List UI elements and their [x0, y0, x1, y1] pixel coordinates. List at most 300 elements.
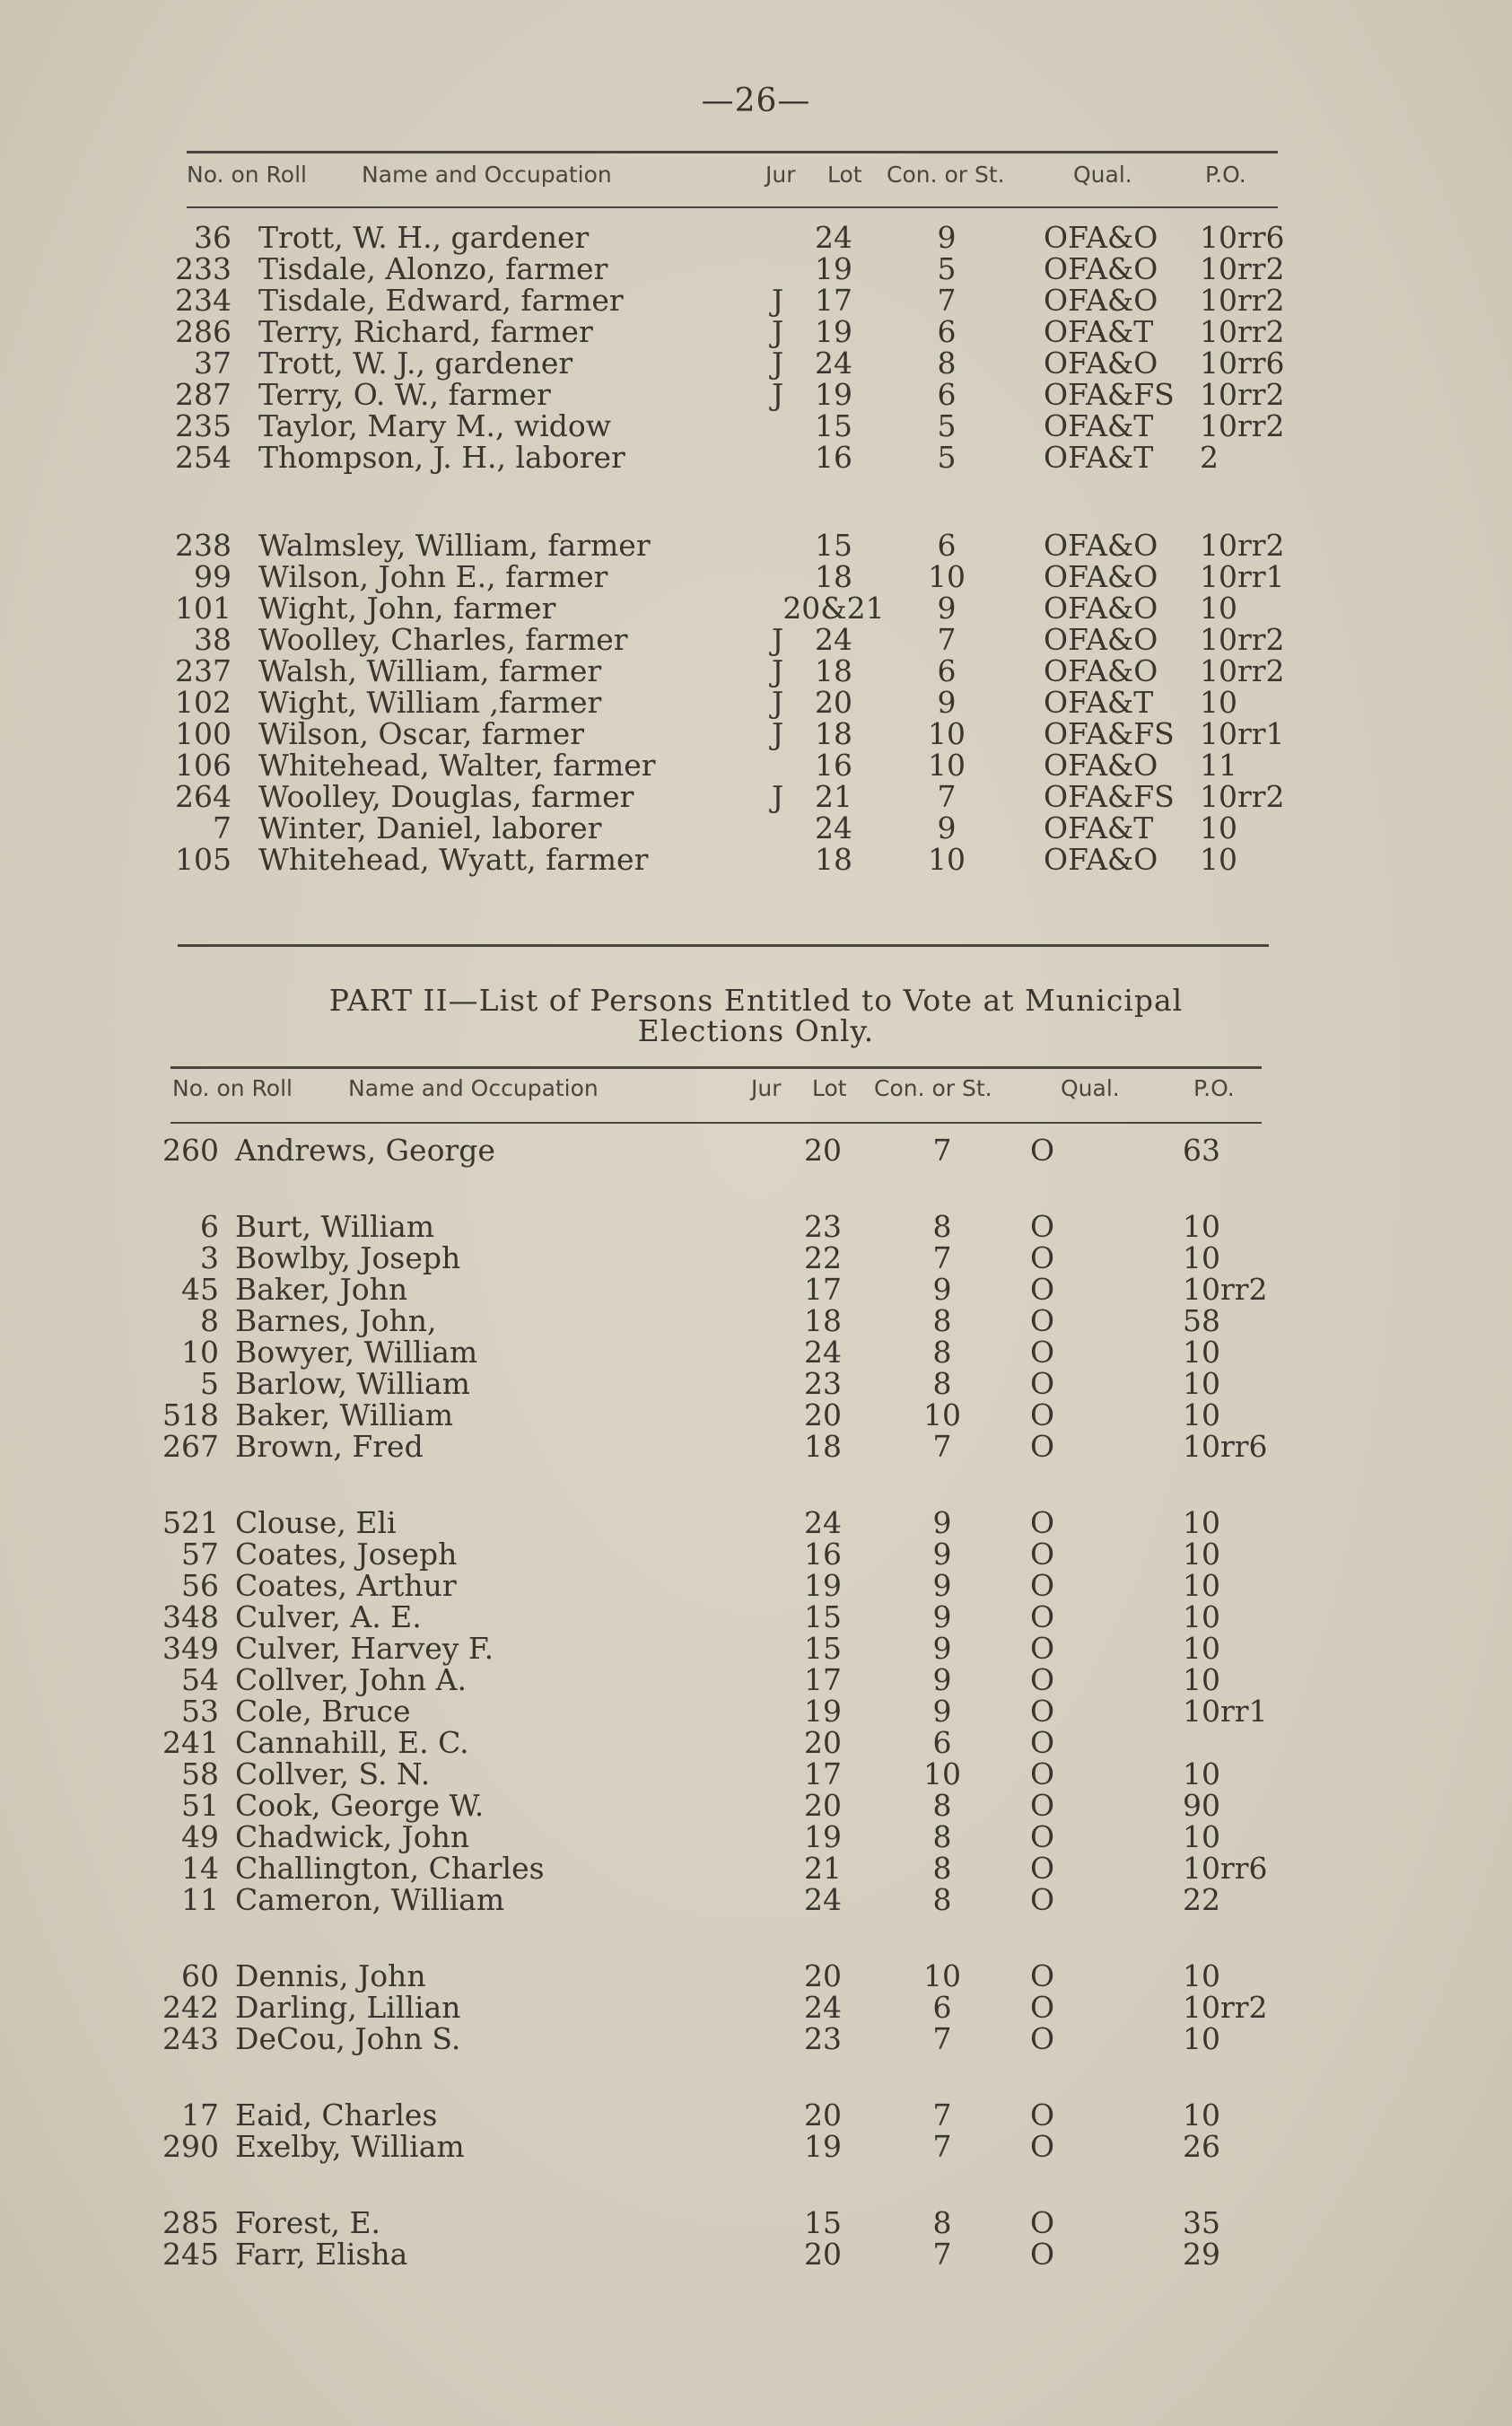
name-occupation: Tisdale, Edward, farmer: [258, 283, 624, 318]
post-office: 10rr2: [1200, 528, 1285, 563]
part2-title-line1: PART II—List of Persons Entitled to Vote at Municipal: [328, 983, 1184, 1018]
table-row: [0, 1538, 1512, 1570]
lot: 24: [804, 1335, 842, 1370]
lot: 16: [815, 748, 852, 783]
lot: 15: [804, 1631, 842, 1666]
table-row: [0, 379, 1512, 410]
table-row: [0, 1852, 1512, 1884]
roll-number: 54: [181, 1662, 219, 1697]
qualification: O: [1030, 1133, 1055, 1168]
name-occupation: Bowyer, William: [235, 1335, 478, 1370]
qualification: O: [1030, 1851, 1055, 1886]
qualification: OFA&O: [1044, 653, 1158, 688]
part2-header-con-or-st: Con. or St.: [874, 1075, 992, 1101]
name-occupation: Wilson, John E., farmer: [258, 559, 608, 594]
table-row: [0, 1758, 1512, 1790]
concession: 6: [937, 314, 957, 349]
qualification: O: [1030, 1990, 1055, 2025]
lot: 24: [804, 1882, 842, 1917]
roll-number: 3: [200, 1240, 219, 1275]
post-office: 10: [1200, 810, 1237, 845]
table-row: [0, 442, 1512, 473]
header-po: P.O.: [1205, 162, 1246, 188]
jur-mark: J: [772, 346, 784, 381]
concession: 6: [937, 377, 957, 412]
table-row: [0, 718, 1512, 749]
lot: 15: [815, 528, 852, 563]
qualification: OFA&T: [1044, 685, 1154, 720]
lot: 23: [804, 1366, 842, 1401]
name-occupation: Chadwick, John: [235, 1819, 470, 1854]
qualification: OFA&O: [1044, 559, 1158, 594]
qualification: O: [1030, 1568, 1055, 1603]
concession: 9: [932, 1631, 952, 1666]
qualification: O: [1030, 1366, 1055, 1401]
qualification: OFA&O: [1044, 251, 1158, 286]
qualification: OFA&T: [1044, 810, 1154, 845]
name-occupation: Walmsley, William, farmer: [258, 528, 651, 563]
part2-title-line2: Elections Only.: [637, 1013, 875, 1048]
name-occupation: Baker, John: [235, 1272, 408, 1307]
roll-number: 349: [162, 1631, 219, 1666]
qualification: O: [1030, 1788, 1055, 1823]
concession: 10: [923, 1958, 961, 1993]
table-row: [0, 2131, 1512, 2162]
name-occupation: Challington, Charles: [235, 1851, 545, 1886]
post-office: 10: [1183, 1209, 1220, 1244]
qualification: O: [1030, 1958, 1055, 1993]
qualification: O: [1030, 1240, 1055, 1275]
table-row: [0, 1790, 1512, 1821]
name-occupation: Thompson, J. H., laborer: [258, 440, 625, 475]
lot: 19: [815, 314, 852, 349]
part2-header-name-occupation: Name and Occupation: [348, 1075, 599, 1101]
roll-number: 106: [175, 748, 232, 783]
table-row: [0, 1368, 1512, 1399]
lot: 24: [815, 622, 852, 657]
table-row: [0, 1992, 1512, 2023]
post-office: 10rr6: [1200, 346, 1285, 381]
table-row: [0, 1336, 1512, 1368]
lot: 20&21: [782, 591, 885, 626]
roll-number: 267: [162, 1429, 219, 1464]
concession: 10: [923, 1756, 961, 1791]
concession: 6: [937, 528, 957, 563]
part2-header-po: P.O.: [1193, 1075, 1235, 1101]
name-occupation: Terry, Richard, farmer: [258, 314, 593, 349]
concession: 5: [937, 440, 957, 475]
roll-number: 57: [181, 1537, 219, 1572]
lot: 19: [804, 1819, 842, 1854]
roll-number: 10: [181, 1335, 219, 1370]
table-row: [0, 624, 1512, 655]
concession: 9: [932, 1694, 952, 1729]
post-office: 10: [1183, 1662, 1220, 1697]
name-occupation: Burt, William: [235, 1209, 435, 1244]
name-occupation: Bowlby, Joseph: [235, 1240, 461, 1275]
qualification: O: [1030, 1505, 1055, 1540]
name-occupation: Eaid, Charles: [235, 2098, 438, 2133]
name-occupation: Cook, George W.: [235, 1788, 485, 1823]
lot: 24: [815, 810, 852, 845]
qualification: OFA&FS: [1044, 779, 1175, 814]
name-occupation: Whitehead, Wyatt, farmer: [258, 842, 649, 877]
name-occupation: Coates, Joseph: [235, 1537, 458, 1572]
concession: 7: [937, 779, 957, 814]
concession: 8: [932, 1851, 952, 1886]
post-office: 10: [1183, 2021, 1220, 2056]
qualification: OFA&FS: [1044, 377, 1175, 412]
post-office: 10rr1: [1183, 1694, 1268, 1729]
lot: 22: [804, 1240, 842, 1275]
part2-header-jur: Jur: [751, 1075, 782, 1101]
jur-mark: J: [772, 377, 784, 412]
part2-header-bottom-rule: [170, 1122, 1262, 1124]
post-office: 10rr2: [1183, 1272, 1268, 1307]
table-row: [0, 1601, 1512, 1633]
post-office: 10rr2: [1183, 1990, 1268, 2025]
header-jur: Jur: [765, 162, 796, 188]
post-office: 58: [1183, 1303, 1220, 1338]
lot: 18: [815, 653, 852, 688]
lot: 15: [804, 1599, 842, 1634]
roll-number: 238: [175, 528, 232, 563]
qualification: O: [1030, 2205, 1055, 2240]
lot: 19: [804, 1694, 842, 1729]
table-row: [0, 1211, 1512, 1242]
roll-number: 36: [194, 220, 232, 255]
qualification: O: [1030, 1397, 1055, 1432]
post-office: 10: [1183, 1756, 1220, 1791]
table-row: [0, 1431, 1512, 1462]
table-row: [0, 1399, 1512, 1431]
concession: 9: [932, 1505, 952, 1540]
qualification: OFA&T: [1044, 440, 1154, 475]
lot: 18: [804, 1303, 842, 1338]
roll-number: 105: [175, 842, 232, 877]
qualification: OFA&O: [1044, 220, 1158, 255]
jur-mark: J: [772, 685, 784, 720]
qualification: O: [1030, 1209, 1055, 1244]
table-row: [0, 347, 1512, 379]
concession: 9: [937, 810, 957, 845]
roll-number: 264: [175, 779, 232, 814]
post-office: 10: [1183, 1366, 1220, 1401]
name-occupation: Wight, William ,farmer: [258, 685, 602, 720]
roll-number: 243: [162, 2021, 219, 2056]
header-con-or-st: Con. or St.: [887, 162, 1005, 188]
table-row: [0, 1821, 1512, 1852]
lot: 17: [804, 1662, 842, 1697]
table-row: [0, 1727, 1512, 1758]
concession: 8: [932, 1366, 952, 1401]
header-lot: Lot: [827, 162, 862, 188]
qualification: O: [1030, 1662, 1055, 1697]
table-row: [0, 812, 1512, 844]
lot: 17: [804, 1272, 842, 1307]
post-office: 10: [1200, 685, 1237, 720]
qualification: O: [1030, 1756, 1055, 1791]
roll-number: 53: [181, 1694, 219, 1729]
table-row: [0, 1507, 1512, 1538]
qualification: OFA&T: [1044, 408, 1154, 443]
concession: 8: [932, 1788, 952, 1823]
post-office: 10: [1183, 2098, 1220, 2133]
concession: 9: [932, 1599, 952, 1634]
table-row: [0, 1274, 1512, 1305]
qualification: O: [1030, 1429, 1055, 1464]
lot: 15: [804, 2205, 842, 2240]
header-bottom-rule: [187, 206, 1278, 208]
name-occupation: Dennis, John: [235, 1958, 426, 1993]
concession: 6: [932, 1725, 952, 1760]
concession: 7: [932, 1240, 952, 1275]
lot: 24: [815, 220, 852, 255]
qualification: O: [1030, 1631, 1055, 1666]
name-occupation: Darling, Lillian: [235, 1990, 461, 2025]
post-office: 10: [1183, 1599, 1220, 1634]
qualification: O: [1030, 1819, 1055, 1854]
qualification: O: [1030, 1694, 1055, 1729]
concession: 8: [937, 346, 957, 381]
lot: 20: [804, 1788, 842, 1823]
roll-number: 234: [175, 283, 232, 318]
lot: 18: [815, 842, 852, 877]
name-occupation: Forest, E.: [235, 2205, 381, 2240]
table-row: [0, 410, 1512, 442]
post-office: 10rr2: [1200, 251, 1285, 286]
table-top-rule: [187, 151, 1278, 153]
table-row: [0, 285, 1512, 316]
qualification: OFA&O: [1044, 748, 1158, 783]
roll-number: 99: [194, 559, 232, 594]
table-row: [0, 781, 1512, 812]
name-occupation: Wilson, Oscar, farmer: [258, 716, 585, 751]
lot: 20: [804, 2098, 842, 2133]
section-separator-rule: [178, 944, 1269, 947]
roll-number: 235: [175, 408, 232, 443]
name-occupation: Taylor, Mary M., widow: [258, 408, 611, 443]
post-office: 22: [1183, 1882, 1220, 1917]
name-occupation: Terry, O. W., farmer: [258, 377, 551, 412]
table-row: [0, 1242, 1512, 1274]
roll-number: 100: [175, 716, 232, 751]
lot: 17: [815, 283, 852, 318]
roll-number: 245: [162, 2237, 219, 2272]
roll-number: 254: [175, 440, 232, 475]
lot: 20: [815, 685, 852, 720]
qualification: O: [1030, 1272, 1055, 1307]
qualification: O: [1030, 1882, 1055, 1917]
lot: 20: [804, 1397, 842, 1432]
name-occupation: Cole, Bruce: [235, 1694, 411, 1729]
jur-mark: J: [772, 716, 784, 751]
lot: 18: [804, 1429, 842, 1464]
qualification: OFA&O: [1044, 591, 1158, 626]
roll-number: 101: [175, 591, 232, 626]
post-office: 10: [1183, 1505, 1220, 1540]
header-qual: Qual.: [1073, 162, 1132, 188]
name-occupation: Farr, Elisha: [235, 2237, 408, 2272]
name-occupation: Culver, Harvey F.: [235, 1631, 494, 1666]
qualification: OFA&O: [1044, 842, 1158, 877]
lot: 21: [815, 779, 852, 814]
lot: 16: [804, 1537, 842, 1572]
roll-number: 60: [181, 1958, 219, 1993]
name-occupation: Baker, William: [235, 1397, 454, 1432]
concession: 6: [932, 1990, 952, 2025]
post-office: 10rr2: [1200, 779, 1285, 814]
jur-mark: J: [772, 283, 784, 318]
concession: 7: [932, 1429, 952, 1464]
post-office: 10: [1183, 1537, 1220, 1572]
table-row: [0, 253, 1512, 285]
roll-number: 233: [175, 251, 232, 286]
qualification: O: [1030, 1725, 1055, 1760]
lot: 17: [804, 1756, 842, 1791]
post-office: 10rr6: [1183, 1851, 1268, 1886]
roll-number: 242: [162, 1990, 219, 2025]
table-row: [0, 2099, 1512, 2131]
post-office: 10rr1: [1200, 559, 1285, 594]
table-row: [0, 1695, 1512, 1727]
name-occupation: Brown, Fred: [235, 1429, 424, 1464]
name-occupation: Collver, S. N.: [235, 1756, 431, 1791]
name-occupation: DeCou, John S.: [235, 2021, 461, 2056]
name-occupation: Walsh, William, farmer: [258, 653, 602, 688]
concession: 9: [932, 1568, 952, 1603]
roll-number: 518: [162, 1397, 219, 1432]
roll-number: 6: [200, 1209, 219, 1244]
name-occupation: Cannahill, E. C.: [235, 1725, 469, 1760]
jur-mark: J: [772, 622, 784, 657]
post-office: 10: [1183, 1240, 1220, 1275]
roll-number: 17: [181, 2098, 219, 2133]
name-occupation: Woolley, Charles, farmer: [258, 622, 628, 657]
concession: 10: [928, 748, 966, 783]
concession: 5: [937, 251, 957, 286]
table-row: [0, 1664, 1512, 1695]
post-office: 10rr6: [1183, 1429, 1268, 1464]
lot: 23: [804, 2021, 842, 2056]
jur-mark: J: [772, 779, 784, 814]
name-occupation: Winter, Daniel, laborer: [258, 810, 602, 845]
concession: 7: [932, 1133, 952, 1168]
post-office: 10rr2: [1200, 622, 1285, 657]
qualification: O: [1030, 2098, 1055, 2133]
concession: 8: [932, 1882, 952, 1917]
post-office: 10: [1200, 591, 1237, 626]
concession: 7: [932, 2129, 952, 2164]
post-office: 26: [1183, 2129, 1220, 2164]
concession: 8: [932, 1819, 952, 1854]
post-office: 10: [1200, 842, 1237, 877]
post-office: 10rr2: [1200, 653, 1285, 688]
part2-table-top-rule: [170, 1066, 1262, 1069]
roll-number: 7: [213, 810, 232, 845]
name-occupation: Clouse, Eli: [235, 1505, 397, 1540]
post-office: 10: [1183, 1958, 1220, 1993]
qualification: OFA&FS: [1044, 716, 1175, 751]
lot: 21: [804, 1851, 842, 1886]
jur-mark: J: [772, 653, 784, 688]
post-office: 10rr2: [1200, 408, 1285, 443]
concession: 9: [937, 220, 957, 255]
jur-mark: J: [772, 314, 784, 349]
roll-number: 38: [194, 622, 232, 657]
roll-number: 285: [162, 2205, 219, 2240]
lot: 18: [815, 559, 852, 594]
post-office: 10: [1183, 1335, 1220, 1370]
concession: 7: [937, 283, 957, 318]
roll-number: 237: [175, 653, 232, 688]
name-occupation: Andrews, George: [235, 1133, 495, 1168]
roll-number: 8: [200, 1303, 219, 1338]
lot: 19: [815, 377, 852, 412]
qualification: O: [1030, 2021, 1055, 2056]
table-row: [0, 1305, 1512, 1336]
name-occupation: Wight, John, farmer: [258, 591, 556, 626]
table-row: [0, 530, 1512, 561]
lot: 20: [804, 1725, 842, 1760]
post-office: 63: [1183, 1133, 1220, 1168]
page-number: —26—: [701, 83, 811, 119]
roll-number: 51: [181, 1788, 219, 1823]
roll-number: 45: [181, 1272, 219, 1307]
concession: 10: [928, 842, 966, 877]
concession: 9: [932, 1272, 952, 1307]
concession: 8: [932, 1335, 952, 1370]
concession: 9: [932, 1537, 952, 1572]
roll-number: 102: [175, 685, 232, 720]
table-row: [0, 2023, 1512, 2054]
concession: 7: [932, 2021, 952, 2056]
name-occupation: Culver, A. E.: [235, 1599, 422, 1634]
qualification: O: [1030, 1303, 1055, 1338]
concession: 7: [937, 622, 957, 657]
roll-number: 56: [181, 1568, 219, 1603]
table-row: [0, 1633, 1512, 1664]
name-occupation: Exelby, William: [235, 2129, 465, 2164]
name-occupation: Coates, Arthur: [235, 1568, 457, 1603]
lot: 20: [804, 2237, 842, 2272]
post-office: 2: [1200, 440, 1219, 475]
name-occupation: Woolley, Douglas, farmer: [258, 779, 634, 814]
post-office: 90: [1183, 1788, 1220, 1823]
post-office: 11: [1200, 748, 1237, 783]
header-name-occupation: Name and Occupation: [362, 162, 612, 188]
concession: 9: [937, 591, 957, 626]
name-occupation: Barlow, William: [235, 1366, 470, 1401]
concession: 10: [928, 716, 966, 751]
concession: 9: [932, 1662, 952, 1697]
lot: 20: [804, 1133, 842, 1168]
post-office: 10: [1183, 1819, 1220, 1854]
concession: 8: [932, 1303, 952, 1338]
qualification: O: [1030, 1537, 1055, 1572]
qualification: OFA&T: [1044, 314, 1154, 349]
table-row: [0, 844, 1512, 875]
post-office: 10rr2: [1200, 377, 1285, 412]
concession: 6: [937, 653, 957, 688]
part2-header-lot: Lot: [812, 1075, 847, 1101]
lot: 15: [815, 408, 852, 443]
table-row: [0, 592, 1512, 624]
post-office: 29: [1183, 2237, 1220, 2272]
roll-number: 37: [194, 346, 232, 381]
table-row: [0, 749, 1512, 781]
lot: 19: [804, 1568, 842, 1603]
